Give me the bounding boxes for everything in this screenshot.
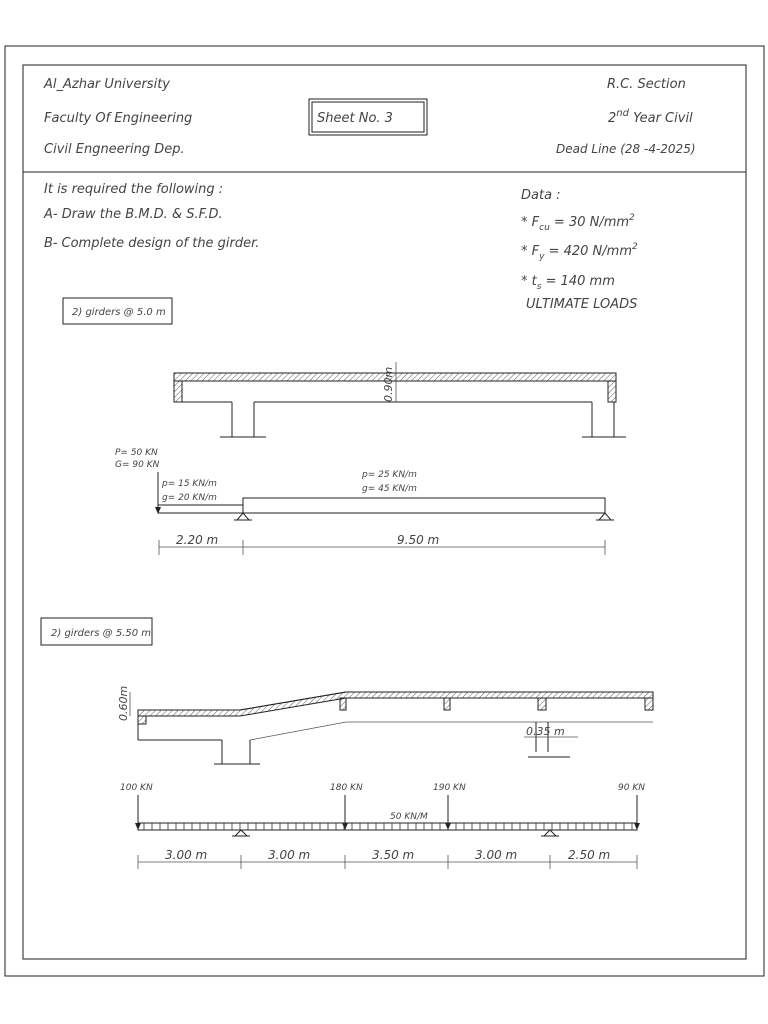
problem2-udl bbox=[138, 823, 637, 830]
problem1-depth-label: 0.90m bbox=[382, 366, 395, 402]
problem1-span-g: g= 45 KN/m bbox=[362, 484, 417, 494]
problem2-tag: 2) girders @ 5.50 m bbox=[51, 628, 152, 639]
problem1-P-load: P= 50 KN bbox=[115, 448, 158, 458]
problem2-udl-label: 50 KN/M bbox=[390, 812, 428, 822]
problem2-support-left bbox=[235, 830, 247, 836]
problem1-span-p: p= 25 KN/m bbox=[362, 470, 417, 480]
problem1-span-load-block bbox=[243, 498, 605, 513]
problem1-support-left bbox=[237, 513, 249, 520]
problem2-depth-label: 0.60m bbox=[117, 685, 130, 721]
problem1-cantilever-load-block bbox=[158, 505, 243, 513]
problem2-dim-2: 3.00 m bbox=[268, 848, 311, 862]
problem2-load-3: 190 KN bbox=[433, 783, 466, 793]
problem2-load-1: 100 KN bbox=[120, 783, 153, 793]
fy-line: * $F_y = 420$ $N/mm^2$ bbox=[521, 242, 638, 262]
problem1-dim-1: 2.20 m bbox=[176, 533, 219, 547]
sheet-number: Sheet No. 3 bbox=[317, 111, 393, 126]
problem1-tag: 2) girders @ 5.0 m bbox=[72, 307, 166, 318]
fcu-line: * $F_{cu} = 30$ $N/mm^2$ bbox=[521, 213, 635, 233]
university-name: Al_Azhar University bbox=[44, 77, 170, 92]
problem2-dim-5: 2.50 m bbox=[568, 848, 611, 862]
requirement-a: A- Draw the B.M.D. & S.F.D. bbox=[44, 207, 223, 222]
problem2-support-right bbox=[544, 830, 556, 836]
problem2-point-load-arrows bbox=[135, 795, 640, 830]
problem1-cantilever-g: g= 20 KN/m bbox=[162, 493, 217, 503]
problem1-G-load: G= 90 KN bbox=[115, 460, 160, 470]
problem1-dimension-line bbox=[159, 540, 605, 555]
problem1-section bbox=[174, 362, 626, 437]
problem1-dim-2: 9.50 m bbox=[397, 533, 440, 547]
problem2-dim-3: 3.50 m bbox=[372, 848, 415, 862]
course-name: R.C. Section bbox=[607, 77, 686, 92]
problem2-dim-1: 3.00 m bbox=[165, 848, 208, 862]
faculty-name: Faculty Of Engineering bbox=[44, 111, 193, 126]
requirement-b: B- Complete design of the girder. bbox=[44, 236, 260, 251]
problem2-web-label: 0.35 m bbox=[526, 725, 565, 738]
problem1-cantilever-p: p= 15 KN/m bbox=[162, 479, 217, 489]
problem2-load-4: 90 KN bbox=[618, 783, 645, 793]
problem2-dim-4: 3.00 m bbox=[475, 848, 518, 862]
ultimate-loads: ULTIMATE LOADS bbox=[526, 297, 638, 312]
department-name: Civil Engneering Dep. bbox=[44, 142, 185, 157]
requirements-intro: It is required the following : bbox=[44, 182, 224, 197]
ts-line: * $t_s = 140$ mm bbox=[521, 274, 615, 292]
deadline: Dead Line (28 -4-2025) bbox=[556, 142, 696, 156]
problem2-load-2: 180 KN bbox=[330, 783, 363, 793]
data-title: Data : bbox=[521, 188, 561, 203]
year-label: 2nd Year Civil bbox=[608, 108, 693, 126]
problem1-support-right bbox=[599, 513, 611, 520]
problem2-section bbox=[130, 692, 653, 764]
